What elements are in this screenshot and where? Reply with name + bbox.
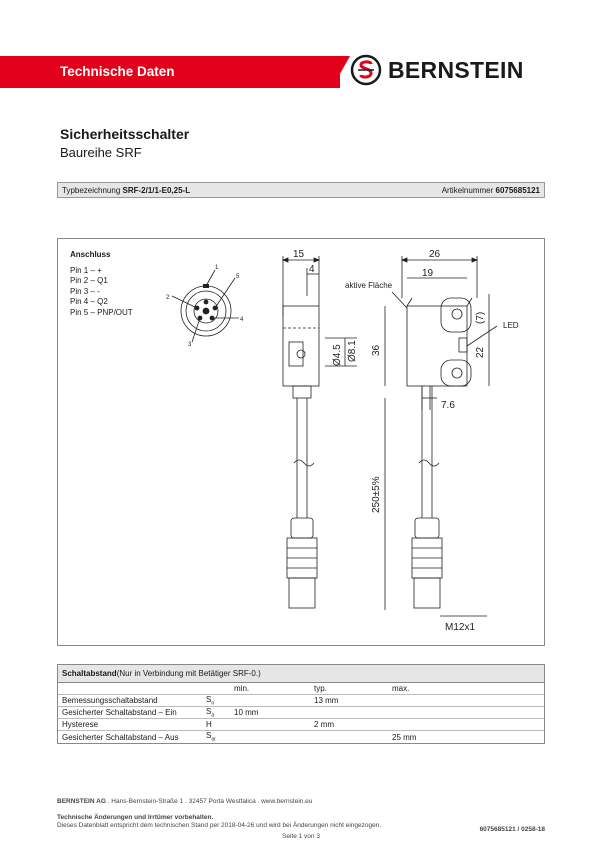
footer-address — [57, 798, 312, 805]
table-row — [58, 719, 544, 731]
dim-26: 26 — [429, 249, 441, 260]
article-value: 6075685121 — [495, 185, 540, 195]
table-row — [58, 695, 544, 707]
pin-5-label: Pin 5 – PNP/OUT — [70, 307, 133, 317]
pin-number-1: 1 — [215, 265, 219, 271]
brand-name: BERNSTEIN — [388, 56, 524, 83]
table-header — [58, 665, 544, 683]
col-max: max. — [392, 684, 410, 693]
type-value: SRF-2/1/1-E0,25-L — [122, 185, 191, 195]
row-symbol: H — [206, 720, 212, 729]
connector-face-diagram — [166, 265, 244, 348]
footer-company: BERNSTEIN AG — [57, 798, 106, 805]
switching-distance-table — [57, 664, 545, 744]
pin-2-label: Pin 2 – Q1 — [70, 276, 108, 285]
table-title: Schaltabstand — [62, 669, 117, 678]
footer-note: Dieses Datenblatt entspricht dem technischen Stand per 2018-04-26 und wird bei Änderungen nicht eingezogen. — [57, 822, 382, 829]
dim-19: 19 — [422, 268, 434, 279]
bernstein-logo-icon — [350, 54, 382, 86]
col-typ: typ. — [314, 684, 327, 693]
dim-m12: M12x1 — [445, 622, 476, 633]
row-symbol: $S_{ar}$ — [206, 731, 216, 743]
dim-dia-8-1: Ø8.1 — [347, 340, 358, 362]
active-surface-label: aktive Fläche — [345, 281, 393, 290]
row-symbol: $S_a$ — [206, 706, 215, 719]
table-subtitle: (Nur in Verbindung mit Betätiger SRF-0.) — [116, 669, 261, 678]
brand-logo — [350, 54, 524, 86]
connection-title: Anschluss — [70, 250, 111, 259]
pin-number-4: 4 — [240, 317, 244, 323]
footer-address-text: . Hans-Bernstein-Straße 1 . 32457 Porta Westfalica . www.bernstein.eu — [107, 798, 313, 805]
pin-number-2: 2 — [166, 295, 170, 301]
dim-dia-4-5: Ø4.5 — [332, 344, 343, 366]
dim-7: (7) — [475, 311, 486, 324]
row-min: 10 mm — [234, 708, 259, 717]
page-title: Technische Daten — [60, 64, 175, 79]
type-label: Typbezeichnung — [62, 185, 121, 195]
row-label: Gesicherter Schaltabstand – Ein — [62, 708, 177, 717]
footer-doc-code: 6075685121 / 0258-18 — [479, 826, 545, 833]
row-label: Gesicherter Schaltabstand – Aus — [62, 732, 179, 742]
dim-4: 4 — [309, 264, 315, 275]
row-symbol: $S_n$ — [206, 694, 215, 707]
product-series: Baureihe SRF — [60, 145, 142, 160]
pin-4-label: Pin 4 – Q2 — [70, 297, 108, 306]
table-col-header — [58, 683, 544, 695]
front-view — [345, 249, 519, 633]
row-label: Hysterese — [62, 720, 99, 729]
pin-3-label: Pin 3 – - — [70, 286, 100, 296]
article-label: Artikelnummer — [441, 185, 494, 195]
dim-22: 22 — [475, 346, 486, 358]
dim-36: 36 — [371, 344, 382, 356]
led-label: LED — [503, 321, 519, 330]
dim-7-6: 7.6 — [441, 400, 455, 411]
pin-1-label: Pin 1 – + — [70, 265, 102, 275]
row-typ: 2 mm — [314, 720, 334, 729]
pin-number-3: 3 — [188, 342, 192, 348]
footer-page-number: Seite 1 von 3 — [282, 833, 320, 840]
pin-number-5: 5 — [236, 274, 240, 280]
footer-note-bold: Technische Änderungen und Irrtümer vorbehalten. — [57, 814, 214, 821]
row-typ: 13 mm — [314, 696, 339, 705]
product-title: Sicherheitsschalter — [60, 126, 190, 142]
table-row — [58, 731, 544, 743]
row-label: Bemessungsschaltabstand — [62, 696, 158, 705]
row-max: 25 mm — [392, 732, 417, 742]
dim-250: 250±5% — [371, 476, 382, 513]
type-designation-bar — [57, 182, 545, 198]
dim-15: 15 — [293, 249, 305, 260]
table-row — [58, 707, 544, 719]
col-min: min. — [234, 684, 250, 693]
technical-drawing — [57, 238, 545, 646]
side-view — [283, 249, 358, 608]
